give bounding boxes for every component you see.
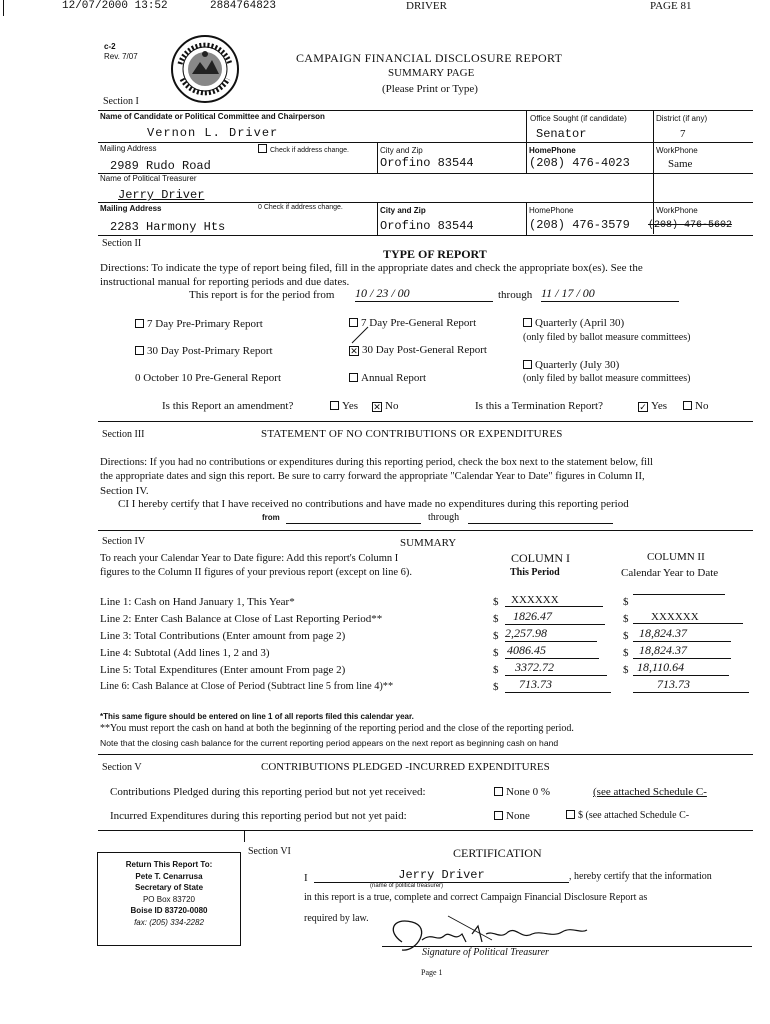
opt-label: Quarterly (July 30)	[535, 359, 620, 371]
form-note: (Please Print or Type)	[382, 83, 478, 95]
checkbox-box[interactable]	[135, 319, 144, 328]
checkbox-box[interactable]	[566, 810, 575, 819]
form-title: CAMPAIGN FINANCIAL DISCLOSURE REPORT	[296, 51, 563, 65]
line2-col1[interactable]: 1826.47	[505, 609, 605, 625]
page-number: Page 1	[421, 968, 443, 977]
dollar-sign: $	[623, 630, 629, 642]
opt-quarterly-april-note: (only filed by ballot measure committees)	[523, 332, 691, 343]
line4-col2[interactable]: 18,824.37	[633, 643, 731, 659]
homephone2-value[interactable]: (208) 476-3579	[529, 218, 630, 232]
col2-heading: COLUMN II	[647, 551, 705, 563]
line6-col2[interactable]: 713.73	[633, 677, 749, 693]
line6-label: Line 6: Cash Balance at Close of Period (Subtract line 5 from line 4)**	[100, 681, 394, 692]
summary-note3: Note that the closing cash balance for the current reporting period appears on the next report as beginning cash on hand	[100, 738, 559, 748]
checkbox-checked-icon[interactable]: ✕	[373, 402, 381, 412]
section3-bottom-rule	[98, 530, 753, 531]
dollar-sign: $	[493, 681, 499, 693]
workphone2-value[interactable]: (208) 476-5602	[648, 220, 733, 231]
opt-quarterly-july-note: (only filed by ballot measure committees)	[523, 373, 691, 384]
mailing-label: Mailing Address	[100, 144, 157, 153]
check-mark-icon	[350, 325, 370, 345]
opt-quarterly-july[interactable]	[523, 359, 619, 371]
dollar-sign: $	[623, 613, 629, 625]
fax-sender: DRIVER	[406, 0, 447, 12]
certify-from-line[interactable]	[286, 523, 421, 524]
certify-label: I hereby certify that I have received no contributions and have made no expenditures during this reporting period	[131, 498, 629, 510]
return-line: PO Box 83720	[142, 894, 196, 904]
signature-caption: Signature of Political Treasurer	[422, 947, 549, 958]
checkbox-box[interactable]	[523, 360, 532, 369]
line1-col2[interactable]	[633, 594, 725, 595]
incurred-none-label: None	[506, 810, 530, 822]
line5-col1[interactable]: 3372.72	[505, 660, 607, 676]
section6-title: CERTIFICATION	[453, 846, 542, 860]
checkbox-box[interactable]	[494, 811, 503, 820]
dollar-sign: $	[623, 647, 629, 659]
checkbox-checked-icon[interactable]: ✓	[639, 402, 647, 412]
cert-text3: required by law.	[304, 913, 369, 924]
return-line: Boise ID 83720-0080	[130, 906, 208, 915]
city2-label: City and Zip	[380, 206, 426, 215]
return-line: Pete T. Cenarrusa	[135, 871, 203, 881]
line5-col2[interactable]: 18,110.64	[633, 660, 729, 676]
checkbox-box[interactable]	[135, 346, 144, 355]
certify-through: through	[428, 512, 460, 523]
period-from[interactable]: 10 / 23 / 00	[355, 286, 493, 302]
pledged-text: Contributions Pledged during this reporting period but not yet received:	[110, 786, 426, 798]
opt-october-pregeneral[interactable]: 0 October 10 Pre-General Report	[135, 372, 282, 384]
opt-label: 30 Day Post-General Report	[362, 344, 487, 356]
section1-top-rule	[98, 110, 753, 111]
opt-label: 30 Day Post-Primary Report	[147, 345, 273, 357]
office-value[interactable]: Senator	[536, 127, 587, 141]
treasurer-label: Name of Political Treasurer	[100, 174, 197, 183]
col-divider	[526, 110, 527, 144]
treasurer-value[interactable]: Jerry Driver	[118, 188, 205, 202]
dollar-sign: $	[623, 664, 629, 676]
section4-title: SUMMARY	[400, 537, 457, 549]
amendment-question: Is this Report an amendment?	[162, 400, 294, 412]
opt-quarterly-april[interactable]	[523, 317, 624, 329]
row-rule	[98, 142, 753, 143]
dollar-sign: $	[493, 613, 499, 625]
checkbox-box[interactable]	[494, 787, 503, 796]
section6-label: Section VI	[248, 846, 291, 857]
period-to[interactable]: 11 / 17 / 00	[541, 286, 679, 302]
section3-dir3: Section IV.	[100, 485, 149, 497]
checkbox-checked-icon[interactable]: ✕	[350, 346, 358, 356]
summary-note2: **You must report the cash on hand at both the beginning of the reporting period and the close of the reporting period.	[100, 723, 574, 734]
cert-i: I	[304, 872, 308, 884]
candidate-label: Name of Candidate or Political Committee and Chairperson	[100, 112, 325, 121]
checkbox-box[interactable]	[349, 373, 358, 382]
section4-label: Section IV	[102, 536, 146, 547]
summary-note1: *This same figure should be entered on line 1 of all reports filed this calendar year.	[100, 712, 414, 721]
col1-subheading: This Period	[510, 567, 560, 578]
opt-30day-postprimary[interactable]	[135, 345, 273, 357]
section3-title: STATEMENT OF NO CONTRIBUTIONS OR EXPENDITURES	[261, 428, 563, 440]
line5-label: Line 5: Total Expenditures (Enter amount From page 2)	[100, 664, 346, 676]
termination-no[interactable]	[683, 400, 708, 412]
dollar-sign: $	[493, 664, 499, 676]
col-divider	[653, 110, 654, 234]
opt-label: 7 Day Pre-General Report	[361, 317, 477, 329]
dollar-sign: $	[493, 647, 499, 659]
address-change-checkbox[interactable]	[258, 144, 349, 154]
line6-col1[interactable]: 713.73	[505, 677, 611, 693]
section2-directions: Directions: To indicate the type of report being filed, fill in the appropriate dates and check the appropriate box(es). See the	[100, 262, 643, 274]
line3-col1[interactable]: 2,257.98	[505, 626, 597, 642]
state-seal-icon	[170, 34, 240, 104]
section2-label: Section II	[102, 238, 142, 249]
line1-label: Line 1: Cash on Hand January 1, This Year*	[100, 596, 295, 608]
termination-question: Is this a Termination Report?	[475, 400, 603, 412]
section4-bottom-rule	[98, 754, 753, 755]
amendment-no[interactable]	[372, 400, 398, 412]
opt-label: Annual Report	[361, 372, 427, 384]
city2-value[interactable]: Orofino 83544	[380, 219, 474, 233]
line4-col1[interactable]: 4086.45	[505, 643, 599, 659]
section5-label: Section V	[102, 762, 142, 773]
cert-treasurer-name[interactable]: Jerry Driver	[314, 868, 569, 883]
certify-checkbox[interactable]: CI	[118, 498, 132, 510]
incurred-text: Incurred Expenditures during this reporting period but not yet paid:	[110, 810, 407, 822]
opt-30day-postgeneral[interactable]	[349, 344, 487, 356]
certify-from: from	[262, 513, 280, 522]
col1-heading: COLUMN I	[511, 551, 570, 565]
city-value[interactable]: Orofino 83544	[380, 156, 474, 170]
homephone-value[interactable]: (208) 476-4023	[529, 156, 630, 170]
mailing-value[interactable]: 2989 Rudo Road	[110, 159, 211, 173]
section4-intro2: figures to the Column II figures of your previous report (except on line 6).	[100, 567, 413, 578]
yes-label: Yes	[342, 400, 359, 412]
city-label: City and Zip	[380, 146, 423, 155]
pledged-see: (see attached Schedule C-	[593, 786, 707, 798]
margin-mark	[3, 0, 4, 16]
homephone2-label: HomePhone	[529, 206, 574, 215]
section5-bottom-rule	[98, 830, 753, 831]
incurred-see-label: $ (see attached Schedule C-	[578, 810, 690, 821]
line4-label: Line 4: Subtotal (Add lines 1, 2 and 3)	[100, 647, 270, 659]
office-label: Office Sought (if candidate)	[530, 114, 627, 123]
pledged-none-label: None 0 %	[506, 786, 550, 798]
fax-datetime: 12/07/2000 13:52	[62, 0, 168, 12]
candidate-value[interactable]: Vernon L. Driver	[147, 126, 279, 140]
section2-directions2: instructional manual for reporting periods and due dates.	[100, 276, 350, 288]
mailing2-value[interactable]: 2283 Harmony Hts	[110, 220, 226, 234]
return-line: Secretary of State	[134, 883, 204, 892]
opt-label: Quarterly (April 30)	[535, 317, 625, 329]
fax-page: PAGE 81	[650, 0, 692, 12]
dollar-sign: $	[493, 596, 499, 608]
form-rev: Rev. 7/07	[104, 52, 138, 61]
homephone-label: HomePhone	[529, 146, 576, 155]
section3-label: Section III	[102, 429, 145, 440]
termination-yes[interactable]	[638, 400, 667, 412]
line2-label: Line 2: Enter Cash Balance at Close of Last Reporting Period**	[100, 613, 383, 625]
line3-col2[interactable]: 18,824.37	[633, 626, 731, 642]
no-label: No	[695, 400, 709, 412]
section4-intro1: To reach your Calendar Year to Date figure: Add this report's Column I	[100, 553, 399, 564]
return-line: fax: (205) 334-2282	[134, 917, 204, 927]
fax-number: 2884764823	[210, 0, 277, 12]
col-divider	[244, 830, 245, 842]
yes-label: Yes	[651, 400, 668, 412]
pledged-none[interactable]	[494, 786, 550, 798]
address-change-label: Check if address change.	[270, 147, 349, 154]
cert-name-caption: (name of political treasurer)	[370, 883, 444, 889]
line1-col1[interactable]: XXXXXX	[505, 594, 603, 607]
section5-title: CONTRIBUTIONS PLEDGED -INCURRED EXPENDITURES	[261, 761, 550, 773]
section3-dir1: Directions: If you had no contributions or expenditures during this reporting period, check the box next to the statement below, fill	[100, 457, 654, 468]
section3-dir2: the appropriate dates and sign this report. Be sure to carry forward the appropriate "Calendar Year to Date" figures in Column II,	[100, 471, 645, 482]
section2-title: TYPE OF REPORT	[383, 247, 487, 261]
col2-subheading: Calendar Year to Date	[621, 567, 719, 579]
opt-annual[interactable]	[349, 372, 426, 384]
workphone-value[interactable]: Same	[668, 158, 693, 170]
address-change2-zero: 0	[258, 204, 264, 211]
col-divider	[526, 202, 527, 236]
dollar-sign: $	[493, 630, 499, 642]
col-divider	[377, 202, 378, 236]
opt-7day-preprimary[interactable]	[135, 318, 263, 330]
period-text: This report is for the period from	[189, 289, 335, 301]
district-value[interactable]: 7	[680, 128, 686, 140]
col-divider	[377, 142, 378, 174]
form-subtitle: SUMMARY PAGE	[388, 67, 475, 79]
address-change2-label: Check if address change.	[263, 204, 343, 211]
line2-col2[interactable]: XXXXXX	[633, 611, 743, 624]
address-change2-checkbox[interactable]	[258, 204, 343, 211]
return-line: Return This Report To:	[125, 860, 213, 869]
certify-through-line[interactable]	[468, 523, 613, 524]
certify-no-contrib[interactable]	[118, 498, 629, 510]
checkbox-box[interactable]	[683, 401, 692, 410]
form-code: c-2	[104, 42, 116, 51]
dollar-sign: $	[623, 596, 629, 608]
checkbox-box[interactable]	[258, 144, 267, 153]
cert-text1: , hereby certify that the information	[569, 871, 712, 882]
checkbox-box[interactable]	[330, 401, 339, 410]
section1-bottom-rule	[98, 235, 753, 236]
col-divider	[526, 142, 527, 174]
line3-label: Line 3: Total Contributions (Enter amount from page 2)	[100, 630, 346, 642]
row-rule	[98, 202, 753, 203]
mailing2-label: Mailing Address	[100, 204, 162, 213]
district-label: District (if any)	[656, 114, 708, 123]
opt-label: 7 Day Pre-Primary Report	[147, 318, 263, 330]
period-through: through	[498, 289, 533, 301]
section1-label: Section I	[103, 96, 139, 107]
incurred-none[interactable]	[494, 810, 530, 822]
incurred-see[interactable]	[566, 810, 689, 821]
cert-text2: in this report is a true, complete and correct Campaign Financial Disclosure Report as	[304, 892, 648, 903]
return-address-box	[97, 852, 241, 946]
section2-bottom-rule	[98, 421, 753, 422]
workphone2-label: WorkPhone	[656, 206, 698, 215]
no-label: No	[385, 400, 399, 412]
workphone-label: WorkPhone	[656, 146, 698, 155]
checkbox-box[interactable]	[523, 318, 532, 327]
amendment-yes[interactable]	[330, 400, 358, 412]
